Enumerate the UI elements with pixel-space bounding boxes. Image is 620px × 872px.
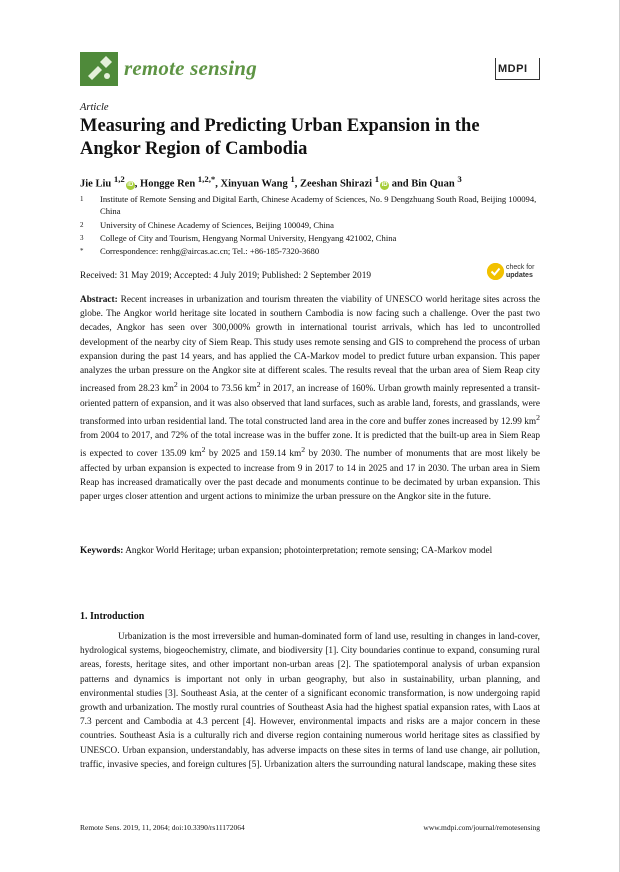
abstract-text: in 2004 to 73.56 km <box>177 384 257 395</box>
check-updates-icon[interactable] <box>487 263 504 280</box>
affiliation-number: 1 <box>80 195 84 203</box>
section-heading: 1. Introduction <box>80 611 145 622</box>
publisher-name: MDPI <box>498 63 528 75</box>
abstract-text: by 2030. The number of monuments that are most likely be affected by urban expansion is expected to increase from 9 in 2017 to 14 in 2025 and 17 in 2030. The urban area in Siem Reap has increased dramatically over the past decade and monuments continue to be decimated by urban expansion. This paper urges closer attention and urgent actions to minimize the urban pressure on the Angkor site in the future. <box>80 449 541 502</box>
author-name: Xinyuan Wang <box>220 178 288 190</box>
author-list: Jie Liu $^{1,2}$iD , Hongge Ren $^{1,2,*}$, Xinyuan Wang $^1$, Zeeshan Shirazi $^1$iD and Bin Quan $^3$ <box>80 174 462 190</box>
article-type: Article <box>80 102 109 113</box>
orcid-icon[interactable]: iD <box>381 181 388 188</box>
author-name: Jie Liu <box>80 178 112 190</box>
keywords-text: Angkor World Heritage; urban expansion; photointerpretation; remote sensing; CA-Markov model <box>123 546 493 556</box>
unit-superscript: 2 <box>256 380 261 390</box>
check-updates-line1: check for <box>506 264 535 271</box>
author-affiliation-mark: 1 <box>374 174 380 184</box>
affiliation-text: Correspondence: renhg@aircas.ac.cn; Tel.: +86-185-7320-3680 <box>100 246 320 256</box>
introduction-paragraph: Urbanization is the most irreversible and human-dominated form of land use, resulting in changes in land-cover, hydrological systems, biogeochemistry, climate, and biodiversity [1]. City boundaries continue to expand, consuming rural areas, forests, heritage sites, and other important non-urban areas [2]. The spatiotemporal analysis of urban expansion patterns and dynamics is important not only in urban geography, but also in sustainability, urban planning, and environmental studies [3]. Southeast Asia, at the center of a significant economic transformation, is now undergoing rapid growth and urbanization. The mostly rural countries of Southeast Asia had the highest spatial expansion rates, with Laos at 7.3 percent and Cambodia at 4.3 percent [4]. However, environmental impacts and risks are a major concern in these countries. Southeast Asia is a culturally rich and diverse region containing numerous world heritage sites as classified by UNESCO. Urban expansion, understandably, has adverse impacts on these sites in terms of land use change, air pollution, traffic, invasive species, and foreign cultures [5]. Urbanization alters the surrounding natural landscape, making these sites <box>80 632 540 770</box>
article-title: Measuring and Predicting Urban Expansion in the Angkor Region of Cambodia <box>80 116 480 159</box>
author-name: Hongge Ren <box>140 178 196 190</box>
author-name: Zeeshan Shirazi <box>300 178 373 190</box>
affiliation-number: 2 <box>80 221 84 229</box>
citation-footer: Remote Sens. 2019, 11, 2064; doi:10.3390/rs11172064 <box>80 823 245 832</box>
author-affiliation-mark: 3 <box>457 174 462 184</box>
author-name: Bin Quan <box>411 178 455 190</box>
affiliation-item <box>80 246 550 258</box>
keywords <box>80 544 540 558</box>
author-affiliation-mark: 1,2,* <box>197 174 216 184</box>
journal-name: remote sensing <box>124 56 257 80</box>
check-updates-link[interactable] <box>506 264 534 280</box>
unit-superscript: 2 <box>536 412 540 422</box>
affiliation-number: 3 <box>80 234 84 242</box>
orcid-icon[interactable]: iD <box>127 181 134 188</box>
unit-superscript: 2 <box>201 445 206 455</box>
keywords-label: Keywords: <box>80 546 124 556</box>
check-updates-line2: updates <box>506 272 533 279</box>
author-affiliation-mark: 1,2 <box>113 174 125 184</box>
unit-superscript: 2 <box>301 445 306 455</box>
abstract-text: from 2004 to 2017, and 72% of the total increase was in the buffer zone. It is predicted that the built-up area in Siem Reap is expected to cover 135.09 km <box>80 431 540 460</box>
journal-logo-icon <box>80 52 118 86</box>
author-conjunction: and <box>391 178 409 190</box>
affiliation-item <box>80 194 550 217</box>
affiliation-text: College of City and Tourism, Hengyang Normal University, Hengyang 421002, China <box>100 233 397 243</box>
abstract-text: in 2017, an increase of 160%. Urban growth mainly represented a transit-oriented pattern of expansion, and it was also observed that land surfaces, such as arable land, forests, and grasslands, were transformed into urban residential land. The total constructed land area in the core and buffer zones increased by 12.99 km <box>80 384 540 427</box>
affiliation-item <box>80 233 550 245</box>
affiliation-text: University of Chinese Academy of Sciences, Beijing 100049, China <box>100 220 334 230</box>
author-affiliation-mark: 1 <box>290 174 295 184</box>
unit-superscript: 2 <box>173 380 178 390</box>
journal-url-link[interactable]: www.mdpi.com/journal/remotesensing <box>423 823 540 832</box>
publication-dates: Received: 31 May 2019; Accepted: 4 July 2019; Published: 2 September 2019 <box>80 271 371 281</box>
abstract-label: Abstract: <box>80 295 118 305</box>
abstract-text: Recent increases in urbanization and tourism threaten the viability of UNESCO world heritage sites across the globe. The Angkor world heritage site located in southern Cambodia is now facing such a challenge. Over the past two decades, Angkor has seen over 300,000% growth in international tourist arrivals, which has led to uncontrolled development of the nearby city of Siem Reap. This study uses remote sensing and GIS to comprehend the process of urban expansion during the past 14 years, and has applied the CA-Markov model to predict future urban expansion. This paper analyzes the urban pressure on the Angkor site at different scales. The results reveal that the urban area of Siem Reap city increased from 28.23 km <box>80 295 540 395</box>
abstract-text: by 2025 and 159.14 km <box>205 449 302 460</box>
abstract <box>80 293 540 504</box>
affiliation-item <box>80 220 550 232</box>
affiliation-text: Institute of Remote Sensing and Digital Earth, Chinese Academy of Sciences, No. 9 Dengzhuang South Road, Beijing 100094, China <box>100 194 537 216</box>
affiliation-number: * <box>80 247 84 255</box>
